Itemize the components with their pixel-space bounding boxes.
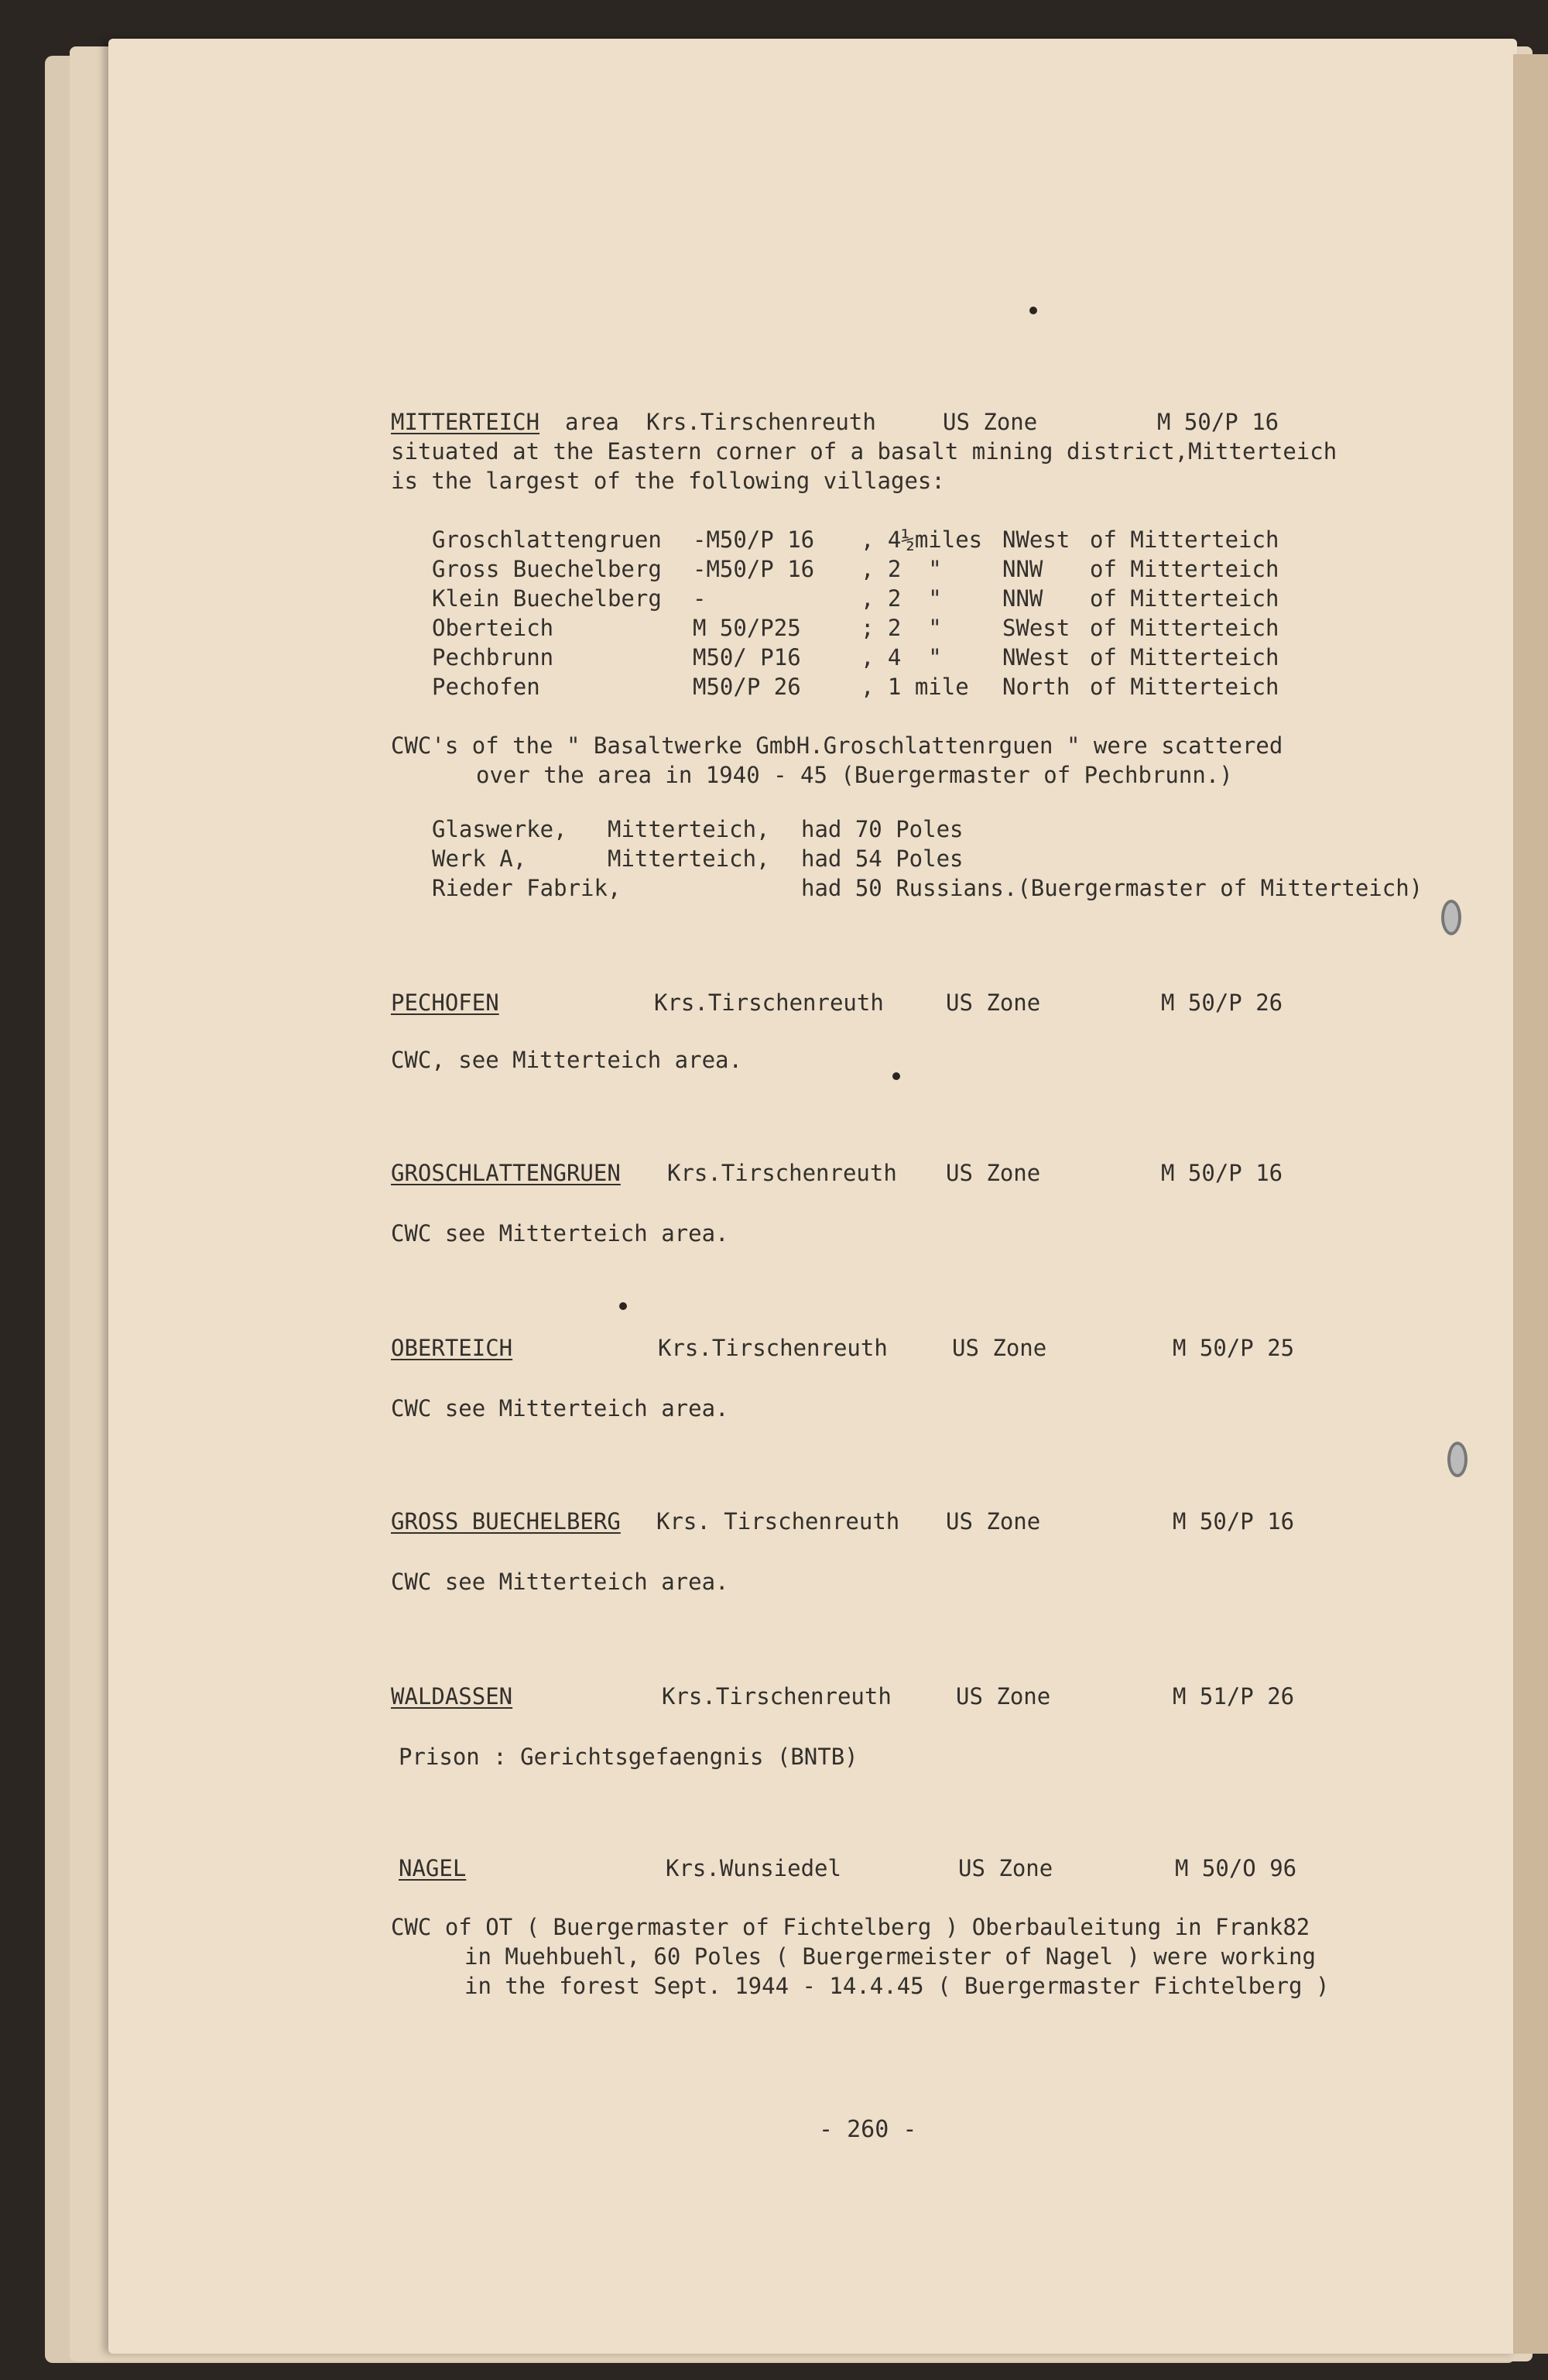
entry-waldassen-zone: US Zone [956, 1683, 1051, 1710]
village-name: Groschlattengruen [432, 526, 662, 553]
entry-waldassen-note: Prison : Gerichtsgefaengnis (BNTB) [399, 1744, 858, 1770]
ink-dot [619, 1302, 627, 1310]
mitterteich-cwc-2: over the area in 1940 - 45 (Buergermaster of Pechbrunn.) [476, 762, 1233, 788]
village-dist: , 2 " [861, 556, 942, 582]
mitterteich-title: MITTERTEICH [391, 409, 540, 435]
entry-pechofen-name: PECHOFEN [391, 989, 499, 1016]
village-dir: North [1002, 674, 1070, 700]
village-name: Gross Buechelberg [432, 556, 662, 582]
work-place: Mitterteich, [608, 816, 770, 842]
entry-nagel-line-1: CWC of OT ( Buergermaster of Fichtelberg ) Oberbauleitung in Frank82 [391, 1914, 1310, 1940]
village-name: Pechofen [432, 674, 540, 700]
binding-ring [1441, 900, 1461, 935]
entry-oberteich-district: Krs.Tirschenreuth [658, 1335, 888, 1361]
village-of: of Mitterteich [1090, 585, 1279, 612]
mitterteich-suffix: area [565, 409, 619, 435]
entry-groschlattengruen-name: GROSCHLATTENGRUEN [391, 1160, 621, 1186]
ink-dot [892, 1072, 900, 1080]
village-of: of Mitterteich [1090, 526, 1279, 553]
entry-pechofen-zone: US Zone [946, 989, 1041, 1016]
entry-groschlattengruen-ref: M 50/P 16 [1161, 1160, 1283, 1186]
entry-gross-buechelberg-name: GROSS BUECHELBERG [391, 1508, 621, 1535]
village-dir: SWest [1002, 615, 1070, 641]
village-name: Oberteich [432, 615, 554, 641]
work-count: had 54 Poles [801, 845, 964, 872]
work-count: had 70 Poles [801, 816, 964, 842]
entry-oberteich-zone: US Zone [952, 1335, 1047, 1361]
entry-waldassen-district: Krs.Tirschenreuth [662, 1683, 892, 1710]
entry-gross-buechelberg-note: CWC see Mitterteich area. [391, 1569, 729, 1595]
village-dist: , 1 mile [861, 674, 969, 700]
village-dist: ; 2 " [861, 615, 942, 641]
entry-nagel-zone: US Zone [958, 1855, 1053, 1881]
village-ref: -M50/P 16 [693, 526, 815, 553]
village-ref: - [693, 585, 707, 612]
entry-groschlattengruen-district: Krs.Tirschenreuth [667, 1160, 897, 1186]
entry-nagel-name: NAGEL [399, 1855, 467, 1881]
village-dir: NNW [1002, 585, 1043, 612]
entry-gross-buechelberg-district: Krs. Tirschenreuth [656, 1508, 900, 1535]
village-dist: , 4½miles [861, 526, 983, 553]
entry-nagel-line-2: in Muehbuehl, 60 Poles ( Buergermeister of Nagel ) were working [464, 1943, 1316, 1970]
village-dist: , 2 " [861, 585, 942, 612]
work-name: Glaswerke, [432, 816, 567, 842]
entry-oberteich-name: OBERTEICH [391, 1335, 513, 1361]
mitterteich-desc-2: is the largest of the following villages: [391, 468, 945, 494]
mitterteich-map-ref: M 50/P 16 [1157, 409, 1279, 435]
entry-pechofen-district: Krs.Tirschenreuth [654, 989, 884, 1016]
entry-waldassen-name: WALDASSEN [391, 1683, 513, 1710]
work-name: Werk A, [432, 845, 527, 872]
binding-ring [1447, 1442, 1468, 1477]
village-ref: M50/P 26 [693, 674, 801, 700]
mitterteich-zone: US Zone [943, 409, 1038, 435]
village-name: Klein Buechelberg [432, 585, 662, 612]
entry-pechofen-ref: M 50/P 26 [1161, 989, 1283, 1016]
entry-nagel-district: Krs.Wunsiedel [666, 1855, 841, 1881]
entry-gross-buechelberg-zone: US Zone [946, 1508, 1041, 1535]
village-dir: NWest [1002, 526, 1070, 553]
entry-gross-buechelberg-ref: M 50/P 16 [1173, 1508, 1295, 1535]
entry-nagel-ref: M 50/O 96 [1175, 1855, 1297, 1881]
village-of: of Mitterteich [1090, 556, 1279, 582]
village-ref: -M50/P 16 [693, 556, 815, 582]
entry-groschlattengruen-zone: US Zone [946, 1160, 1041, 1186]
ink-dot [1029, 307, 1037, 314]
village-name: Pechbrunn [432, 644, 554, 670]
mitterteich-district: Krs.Tirschenreuth [646, 409, 876, 435]
work-place: Mitterteich, [608, 845, 770, 872]
entry-pechofen-note: CWC, see Mitterteich area. [391, 1047, 742, 1073]
village-dist: , 4 " [861, 644, 942, 670]
entry-oberteich-ref: M 50/P 25 [1173, 1335, 1295, 1361]
work-name: Rieder Fabrik, [432, 875, 622, 901]
entry-groschlattengruen-note: CWC see Mitterteich area. [391, 1220, 729, 1247]
mitterteich-desc-1: situated at the Eastern corner of a basalt mining district,Mitterteich [391, 438, 1337, 465]
village-ref: M50/ P16 [693, 644, 801, 670]
village-of: of Mitterteich [1090, 644, 1279, 670]
entry-waldassen-ref: M 51/P 26 [1173, 1683, 1295, 1710]
mitterteich-cwc-1: CWC's of the " Basaltwerke GmbH.Groschlattenrguen " were scattered [391, 732, 1283, 759]
village-of: of Mitterteich [1090, 615, 1279, 641]
village-dir: NWest [1002, 644, 1070, 670]
village-dir: NNW [1002, 556, 1043, 582]
entry-nagel-line-3: in the forest Sept. 1944 - 14.4.45 ( Buergermaster Fichtelberg ) [464, 1973, 1330, 1999]
village-ref: M 50/P25 [693, 615, 801, 641]
entry-oberteich-note: CWC see Mitterteich area. [391, 1395, 729, 1421]
page-number: - 260 - [819, 2116, 917, 2143]
work-count: had 50 Russians.(Buergermaster of Mitterteich) [801, 875, 1423, 901]
village-of: of Mitterteich [1090, 674, 1279, 700]
